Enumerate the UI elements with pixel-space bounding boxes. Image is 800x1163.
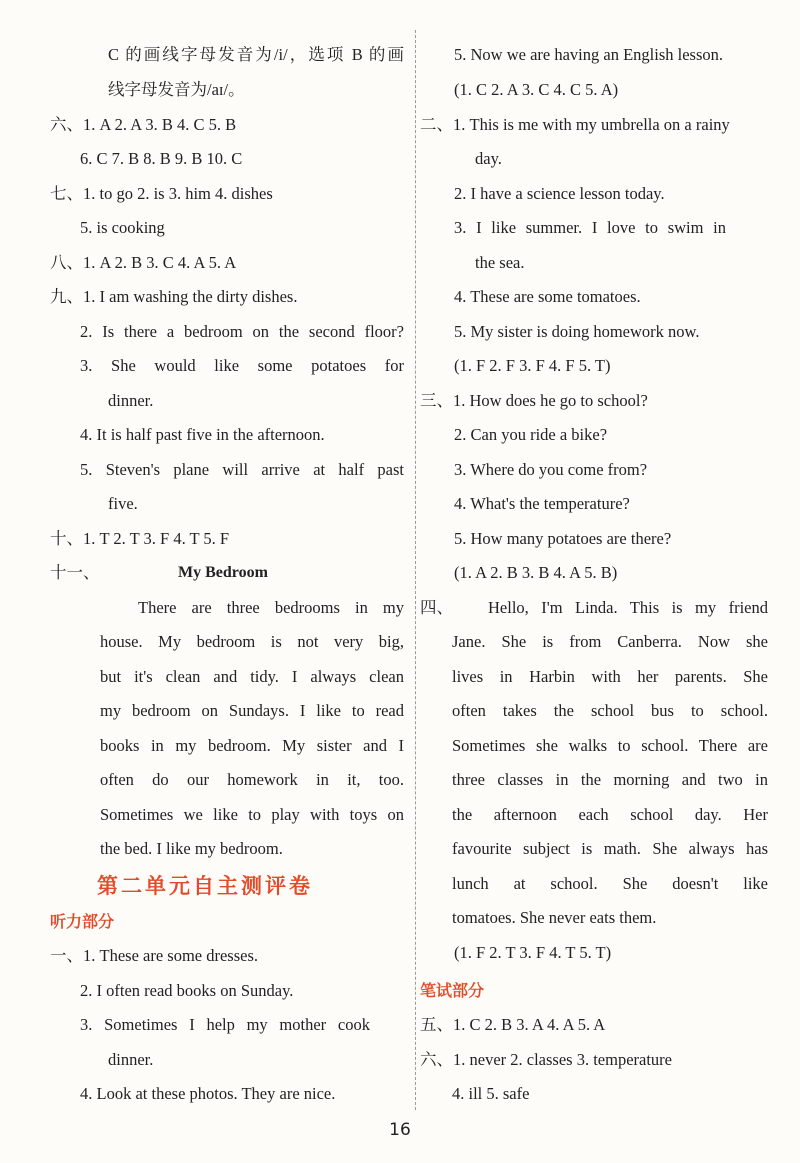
passage-line: Jane. She is from Canberra. Now she — [452, 632, 768, 651]
answer-line: 六、1. never 2. classes 3. temperature — [420, 1050, 672, 1069]
answer-line: 3. Sometimes I help my mother cook — [80, 1015, 370, 1034]
essay-line: my bedroom on Sundays. I like to read — [100, 701, 404, 720]
answer-line: 二、1. This is me with my umbrella on a rainy — [420, 115, 730, 134]
essay-line: often do our homework in it, too. — [100, 770, 404, 789]
answer-line: 4. It is half past five in the afternoon. — [80, 425, 325, 444]
answer-line: dinner. — [108, 1050, 154, 1069]
passage-line: three classes in the morning and two in — [452, 770, 768, 789]
answer-line: day. — [475, 149, 502, 168]
answer-line: (1. F 2. T 3. F 4. T 5. T) — [454, 943, 612, 962]
essay-line: Sometimes we like to play with toys on — [100, 805, 404, 824]
answer-line: 3. I like summer. I love to swim in — [454, 218, 726, 237]
answer-line: five. — [108, 494, 138, 513]
answer-line: 一、1. These are some dresses. — [50, 946, 259, 965]
written-section-heading: 笔试部分 — [420, 981, 485, 1000]
answer-line: 5. My sister is doing homework now. — [454, 322, 700, 341]
answer-line: (1. A 2. B 3. B 4. A 5. B) — [454, 563, 618, 582]
answer-line: 2. I often read books on Sunday. — [80, 981, 294, 1000]
passage-line: lives in Harbin with her parents. She — [452, 667, 768, 686]
essay-line: but it's clean and tidy. I always clean — [100, 667, 404, 686]
essay-line: books in my bedroom. My sister and I — [100, 736, 404, 755]
answer-line: 3. She would like some potatoes for — [80, 356, 404, 375]
listening-section-heading: 听力部分 — [50, 912, 115, 931]
essay-line: There are three bedrooms in my — [138, 598, 404, 617]
answer-line: (1. C 2. A 3. C 4. C 5. A) — [454, 80, 619, 99]
essay-line: the bed. I like my bedroom. — [100, 839, 283, 858]
unit-title: 第二单元自主测评卷 — [97, 874, 313, 898]
section-label: 十一、 — [50, 563, 100, 582]
answer-line: 4. What's the temperature? — [454, 494, 630, 513]
answer-line: 3. Where do you come from? — [454, 460, 648, 479]
answer-line: 线字母发音为/aɪ/。 — [108, 80, 245, 99]
essay-line: house. My bedroom is not very big, — [100, 632, 404, 651]
answer-line: 4. ill 5. safe — [452, 1084, 530, 1103]
answer-line: the sea. — [475, 253, 525, 272]
answer-line: 十、1. T 2. T 3. F 4. T 5. F — [50, 529, 230, 548]
answer-line: 4. These are some tomatoes. — [454, 287, 641, 306]
answer-line: 2. I have a science lesson today. — [454, 184, 665, 203]
answer-line: 三、1. How does he go to school? — [420, 391, 648, 410]
answer-line: (1. F 2. F 3. F 4. F 5. T) — [454, 356, 611, 375]
page-number: 16 — [389, 1120, 411, 1140]
passage-line: Hello, I'm Linda. This is my friend — [488, 598, 768, 617]
answer-line: 4. Look at these photos. They are nice. — [80, 1084, 336, 1103]
answer-line: 六、1. A 2. A 3. B 4. C 5. B — [50, 115, 237, 134]
answer-line: dinner. — [108, 391, 154, 410]
passage-line: the afternoon each school day. Her — [452, 805, 768, 824]
answer-line: 5. How many potatoes are there? — [454, 529, 672, 548]
passage-line: often takes the school bus to school. — [452, 701, 768, 720]
answer-line: 5. Now we are having an English lesson. — [454, 45, 723, 64]
section-label: 四、 — [420, 598, 453, 617]
answer-line: 五、1. C 2. B 3. A 4. A 5. A — [420, 1015, 606, 1034]
column-divider — [415, 30, 416, 1110]
answer-line: 5. Steven's plane will arrive at half past — [80, 460, 404, 479]
essay-title: My Bedroom — [178, 564, 268, 581]
passage-line: Sometimes she walks to school. There are — [452, 736, 768, 755]
answer-line: 八、1. A 2. B 3. C 4. A 5. A — [50, 253, 237, 272]
answer-line: 2. Can you ride a bike? — [454, 425, 608, 444]
answer-line: 九、1. I am washing the dirty dishes. — [50, 287, 298, 306]
passage-line: lunch at school. She doesn't like — [452, 874, 768, 893]
answer-line: C 的画线字母发音为/i/，选项 B 的画 — [108, 45, 404, 64]
answer-line: 2. Is there a bedroom on the second floor? — [80, 322, 404, 341]
answer-line: 6. C 7. B 8. B 9. B 10. C — [80, 149, 243, 168]
answer-line: 5. is cooking — [80, 218, 165, 237]
passage-line: favourite subject is math. She always has — [452, 839, 768, 858]
passage-line: tomatoes. She never eats them. — [452, 908, 657, 927]
answer-line: 七、1. to go 2. is 3. him 4. dishes — [50, 184, 273, 203]
